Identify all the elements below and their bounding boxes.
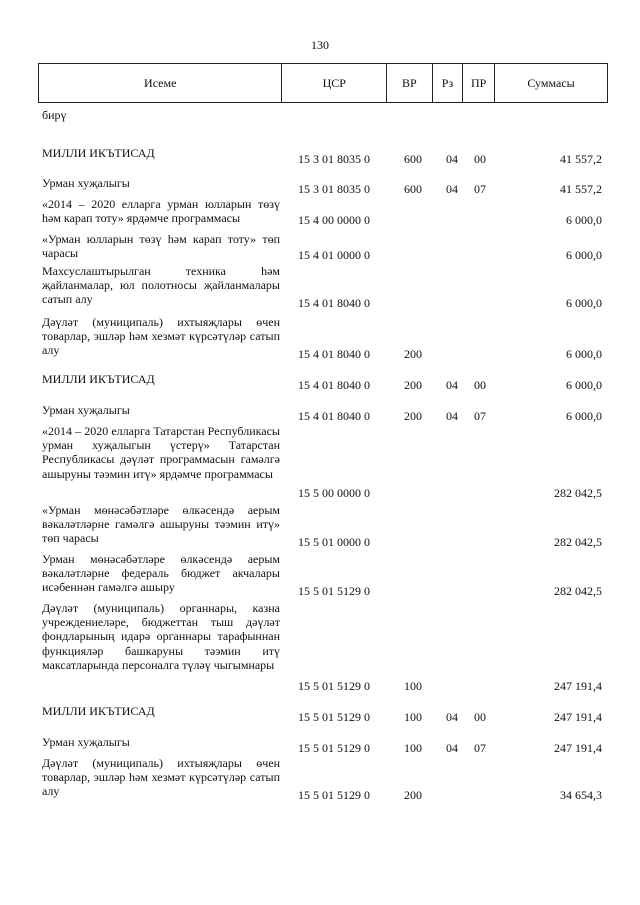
table-row [0, 424, 640, 500]
row-name: «2014 – 2020 елларга Татарстан Республикасы урман хуҗалыгын үстерү» Татарстан Республикасы дәүләт программасын гамәлгә ашыруны тәэмин итү» ярдәмче программасы [42, 424, 280, 481]
row-csr: 15 5 01 5129 0 [298, 709, 370, 724]
row-sum: 247 191,4 [554, 709, 602, 724]
row-sum: 6 000,0 [566, 408, 602, 423]
row-pr: 07 [474, 181, 486, 196]
row-sum: 282 042,5 [554, 534, 602, 549]
row-sum: 247 191,4 [554, 740, 602, 755]
row-csr: 15 5 00 0000 0 [298, 485, 370, 500]
row-rz: 04 [446, 740, 458, 755]
row-name: Урман хуҗалыгы [42, 735, 130, 749]
row-vr: 200 [404, 377, 422, 392]
row-csr: 15 4 01 8040 0 [298, 377, 370, 392]
row-csr: 15 3 01 8035 0 [298, 181, 370, 196]
row-name: Дәүләт (муниципаль) ихтыяҗлары өчен товарлар, эшләр һәм хезмәт күрсәтүләр сатып алу [42, 315, 280, 358]
table-row [0, 197, 640, 227]
continued-text-row [0, 108, 640, 124]
row-csr: 15 4 01 8040 0 [298, 346, 370, 361]
header-vr: ВР [387, 64, 433, 103]
row-sum: 6 000,0 [566, 212, 602, 227]
table-row [0, 315, 640, 361]
row-pr: 00 [474, 709, 486, 724]
row-vr: 600 [404, 151, 422, 166]
row-sum: 282 042,5 [554, 485, 602, 500]
row-sum: 6 000,0 [566, 247, 602, 262]
table-row [0, 176, 640, 196]
table-row [0, 756, 640, 802]
row-csr: 15 5 01 5129 0 [298, 740, 370, 755]
table-row [0, 503, 640, 549]
header-csr: ЦСР [282, 64, 387, 103]
row-sum: 6 000,0 [566, 295, 602, 310]
table-row [0, 735, 640, 755]
table-row [0, 372, 640, 392]
header-sum: Суммасы [495, 64, 608, 103]
row-vr: 100 [404, 678, 422, 693]
row-csr: 15 5 01 0000 0 [298, 534, 370, 549]
table-header [38, 63, 608, 103]
row-vr: 200 [404, 408, 422, 423]
row-name: «2014 – 2020 елларга урман юлларын төзү һәм карап тоту» ярдәмче программасы [42, 197, 280, 226]
table-row [0, 403, 640, 423]
row-name: МИЛЛИ ИКЪТИСАД [42, 704, 155, 718]
row-csr: 15 4 01 8040 0 [298, 295, 370, 310]
row-rz: 04 [446, 151, 458, 166]
row-name: Махсуслаштырылган техника һәм җайланмалар, юл полотносы җайланмалары сатып алу [42, 264, 280, 307]
row-pr: 07 [474, 408, 486, 423]
row-rz: 04 [446, 709, 458, 724]
row-name: «Урман юлларын төзү һәм карап тоту» төп чарасы [42, 232, 280, 261]
row-sum: 34 654,3 [560, 787, 602, 802]
table-row [0, 264, 640, 310]
row-name: МИЛЛИ ИКЪТИСАД [42, 372, 155, 386]
row-pr: 00 [474, 151, 486, 166]
continued-text: бирү [42, 108, 67, 122]
row-name: Урман хуҗалыгы [42, 403, 130, 417]
table-row [0, 601, 640, 693]
table-row [0, 146, 640, 166]
row-vr: 600 [404, 181, 422, 196]
row-name: Урман мөнәсәбәтләре өлкәсендә аерым вәкаләтләрне федераль бюджет акчалары исәбеннән гамәлгә ашыру [42, 552, 280, 595]
row-csr: 15 4 01 8040 0 [298, 408, 370, 423]
row-sum: 6 000,0 [566, 377, 602, 392]
table-row [0, 704, 640, 724]
header-rz: Рз [432, 64, 463, 103]
row-vr: 100 [404, 740, 422, 755]
row-csr: 15 4 01 0000 0 [298, 247, 370, 262]
table-row [0, 552, 640, 598]
table-row [0, 232, 640, 262]
row-vr: 200 [404, 346, 422, 361]
row-sum: 41 557,2 [560, 181, 602, 196]
row-name: Урман хуҗалыгы [42, 176, 130, 190]
row-name: Дәүләт (муниципаль) органнары, казна учреждениеләре, бюджеттан тыш дәүләт фондларының идарә органнары тарафыннан функцияләр башкаруны тәэмин итү максатларында персоналга түләү чыгымнары [42, 601, 280, 672]
row-sum: 247 191,4 [554, 678, 602, 693]
row-vr: 200 [404, 787, 422, 802]
row-csr: 15 5 01 5129 0 [298, 678, 370, 693]
row-pr: 07 [474, 740, 486, 755]
row-sum: 41 557,2 [560, 151, 602, 166]
header-pr: ПР [463, 64, 495, 103]
row-name: Дәүләт (муниципаль) ихтыяҗлары өчен товарлар, эшләр һәм хезмәт күрсәтүләр сатып алу [42, 756, 280, 799]
row-rz: 04 [446, 408, 458, 423]
row-csr: 15 5 01 5129 0 [298, 787, 370, 802]
row-sum: 282 042,5 [554, 583, 602, 598]
row-name: «Урман мөнәсәбәтләре өлкәсендә аерым вәкаләтләрне гамәлгә ашыруны тәэмин итү» төп чарасы [42, 503, 280, 546]
row-name: МИЛЛИ ИКЪТИСАД [42, 146, 155, 160]
row-sum: 6 000,0 [566, 346, 602, 361]
header-name: Исеме [39, 64, 282, 103]
row-csr: 15 5 01 5129 0 [298, 583, 370, 598]
row-rz: 04 [446, 377, 458, 392]
row-rz: 04 [446, 181, 458, 196]
row-vr: 100 [404, 709, 422, 724]
row-csr: 15 3 01 8035 0 [298, 151, 370, 166]
row-pr: 00 [474, 377, 486, 392]
page-number: 130 [311, 38, 329, 52]
row-csr: 15 4 00 0000 0 [298, 212, 370, 227]
